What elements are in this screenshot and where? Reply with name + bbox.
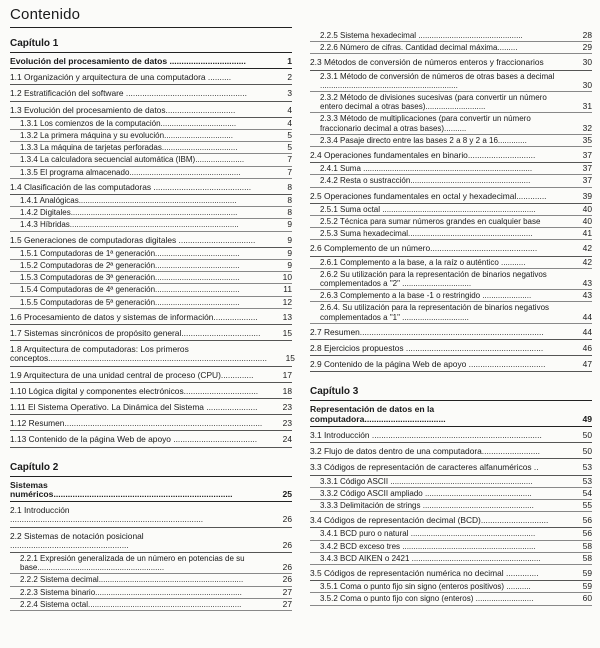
entry-page-number: 40 [582,203,592,214]
entry-page-number: 27 [282,586,292,597]
entry-page-number: 11 [283,284,292,295]
chapter-title-entry [10,53,292,69]
toc-subsection-entry [310,269,592,290]
entry-page-number: 56 [582,528,592,539]
entry-page-number: 9 [287,234,292,245]
entry-title: 1.8 Arquitectura de computadoras: Los primeros conceptos.............................................................................................. [10,344,267,364]
entry-title: 1.10 Lógica digital y componentes electrónicos................................ [10,385,259,396]
entry-page-number: 59 [582,567,592,578]
entry-title: 2.4.1 Suma ............................................................................ [320,164,533,174]
toc-section-entry [310,443,592,459]
chapter-heading: Capítulo 1 [10,30,292,53]
entry-page-number: 7 [287,166,292,177]
toc-subsection-entry [310,175,592,187]
entry-title: 2.6 Complemento de un número.............................................. [310,243,538,254]
entry-page-number: 15 [285,353,295,364]
entry-title: 2.2 Sistemas de notación posicional ................................................... [10,530,144,550]
entry-page-number: 43 [582,290,592,301]
entry-title: 2.4 Operaciones fundamentales en binario............................. [310,150,536,161]
toc-subsection-entry [310,528,592,540]
entry-page-number: 30 [582,57,592,68]
entry-page-number: 58 [582,552,592,563]
entry-title: 2.6.4. Su utilización para la representación de binarios negativos complementados a "1" .............................. [320,303,550,322]
toc-subsection-entry [310,593,592,605]
chapter-title-entry [10,477,292,502]
entry-page-number: 35 [582,134,592,145]
entry-title: 3.5 Códigos de representación numérica no decimal .............. [310,567,539,578]
entry-page-number: 23 [282,418,292,429]
entry-title: 3.4 Códigos de representación decimal (BCD)............................. [310,515,549,526]
entry-page-number: 1 [287,56,292,66]
entry-page-number: 26 [282,574,292,585]
entry-page-number: 18 [282,385,292,396]
entry-page-number: 42 [582,243,592,254]
entry-title: 1.9 Arquitectura de una unidad central de proceso (CPU).............. [10,369,254,380]
toc-subsection-entry [10,142,292,154]
entry-page-number: 8 [287,207,292,218]
entry-title: 1.1 Organización y arquitectura de una computadora .......... [10,72,232,83]
entry-title: 3.3.3 Delimitación de strings .................................................. [320,500,534,510]
toc-section-entry [310,512,592,528]
toc-section-entry [310,459,592,475]
toc-subsection-entry [310,541,592,553]
entry-title: 2.5.3 Suma hexadecimal........................................................ [320,229,533,239]
entry-page-number: 4 [287,117,292,128]
entry-title: 2.8 Ejercicios propuestos ........................................................... [310,343,544,354]
toc-subsection-entry [10,272,292,284]
toc-column-right [310,30,592,606]
entry-title: 2.1 Introducción ................................................................................... [10,505,204,525]
entry-title: 1.2 Estratificación del software .................................................... [10,88,247,99]
entry-page-number: 3 [287,88,292,99]
toc-section-entry [310,240,592,256]
toc-section-entry [10,179,292,195]
chapter-title-entry [310,401,592,426]
entry-title: 3.5.2 Coma o punto fijo con signo (enteros) .......................... [320,594,534,604]
entry-title: 2.6.3 Complemento a la base -1 o restringido ...................... [320,291,532,301]
entry-page-number: 26 [282,514,292,525]
entry-title: 1.12 Resumen..................................................................................... [10,418,263,429]
entry-title: Representación de datos en la computadora.................................. [310,404,446,424]
entry-title: 1.5.4 Computadoras de 4ª generación...................................... [20,285,240,295]
entry-title: 3.4.2 BCD exceso tres ............................................................ [320,541,536,551]
entry-page-number: 55 [582,499,592,510]
entry-title: 3.1 Introducción ......................................................................... [310,429,542,440]
entry-title: 2.9 Contenido de la página Web de apoyo ................................. [310,359,546,370]
entry-title: 2.6.1 Complemento a la base, a la raíz o auténtico ........... [320,257,526,267]
toc-subsection-entry [310,71,592,92]
toc-section-entry [10,341,295,366]
entry-title: 2.3.3 Método de multiplicaciones (para convertir un número fraccionario decimal a otras bases).......... [320,114,531,133]
toc-section-entry [10,309,292,325]
toc-subsection-entry [310,42,592,54]
entry-page-number: 46 [582,343,592,354]
entry-page-number: 13 [282,311,292,322]
entry-title: 2.6.2 Su utilización para la representación de binarios negativos complementados a "2" ............................... [320,269,547,289]
toc-section-entry [310,356,592,372]
entry-title: Evolución del procesamiento de datos ................................ [10,56,246,66]
entry-page-number: 8 [287,181,292,192]
entry-title: 1.3.5 El programa almacenado.................................................. [20,167,241,177]
toc-subsection-entry [310,476,592,488]
entry-page-number: 30 [582,79,592,90]
entry-title: 3.3.2 Código ASCII ampliado ................................................ [320,488,532,498]
toc-section-entry [10,85,292,101]
entry-title: 2.3.2 Método de divisiones sucesivas (para convertir un número entero decimal a otras bases)........................... [320,93,547,112]
entry-title: 2.3 Métodos de conversión de números enteros y fraccionarios [310,57,544,68]
toc-section-entry [310,147,592,163]
entry-title: 1.5.2 Computadoras de 2ª generación...................................... [20,261,240,271]
entry-page-number: 10 [282,272,292,283]
entry-page-number: 40 [582,216,592,227]
entry-page-number: 12 [282,296,292,307]
toc-subsection-entry [310,113,592,134]
toc-section-entry [10,415,292,431]
toc-section-entry [10,69,292,85]
entry-title: 1.11 El Sistema Operativo. La Dinámica del Sistema ...................... [10,402,258,413]
toc-subsection-entry [10,167,292,179]
entry-page-number: 9 [287,260,292,271]
toc-subsection-entry [10,130,292,142]
toc-subsection-entry [10,260,292,272]
entry-page-number: 53 [582,475,592,486]
entry-page-number: 54 [582,487,592,498]
entry-title: 2.2.1 Expresión generalizada de un número en potencias de su base......................................................... [20,553,245,573]
entry-page-number: 7 [287,154,292,165]
toc-section-entry [10,232,292,248]
chapter-heading: Capítulo 2 [10,448,292,477]
toc-subsection-entry [310,135,592,147]
entry-page-number: 9 [287,247,292,258]
entry-page-number: 37 [582,150,592,161]
entry-page-number: 60 [582,593,592,604]
entry-page-number: 17 [282,369,292,380]
entry-title: 1.3.1 Los comienzos de la computación.................................. [20,118,237,128]
toc-subsection-entry [10,599,292,611]
toc-subsection-entry [10,219,292,231]
toc-subsection-entry [310,290,592,302]
toc-section-entry [10,431,292,447]
entry-title: 2.2.2 Sistema decimal................................................................. [20,575,244,585]
entry-title: 1.5.5 Computadoras de 5ª generación...................................... [20,297,240,307]
entry-title: 1.3.4 La calculadora secuencial automática (IBM)...................... [20,155,245,165]
entry-page-number: 15 [282,328,292,339]
entry-title: 2.5.1 Suma octal ..................................................................... [320,204,536,214]
entry-title: 3.4.1 BCD puro o natural ........................................................ [320,529,536,539]
entry-page-number: 44 [582,326,592,337]
entry-page-number: 56 [582,515,592,526]
entry-title: 1.4.3 Híbridas............................................................................ [20,220,239,230]
entry-title: 1.7 Sistemas sincrónicos de propósito general.................................. [10,328,261,339]
toc-section-entry [310,324,592,340]
toc-subsection-entry [310,302,592,323]
entry-title: 1.4.1 Analógicas....................................................................... [20,196,237,206]
entry-title: 3.2 Flujo de datos dentro de una computadora......................... [310,446,540,457]
toc-section-entry [10,367,292,383]
toc-subsection-entry [310,500,592,512]
toc-subsection-entry [310,30,592,42]
toc-subsection-entry [310,257,592,269]
entry-title: 3.5.1 Coma o punto fijo sin signo (enteros positivos) ........... [320,582,531,592]
entry-page-number: 23 [282,402,292,413]
entry-title: 1.6 Procesamiento de datos y sistemas de información................... [10,311,258,322]
toc-subsection-entry [10,284,292,296]
entry-title: Sistemas numéricos........................................................................... [10,479,233,499]
toc-section-entry [310,340,592,356]
toc-section-entry [10,102,292,118]
page-title: Contenido [10,6,81,23]
toc-section-entry [310,427,592,443]
toc-column-left [10,30,295,611]
entry-title: 1.3 Evolución del procesamiento de datos.............................. [10,104,236,115]
entry-page-number: 44 [582,311,592,322]
toc-subsection-entry [10,195,292,207]
toc-section-entry [310,54,592,70]
entry-page-number: 5 [287,130,292,141]
entry-page-number: 28 [582,30,592,40]
toc-subsection-entry [10,154,292,166]
entry-title: 1.5.1 Computadoras de 1ª generación...................................... [20,248,240,258]
entry-title: 1.5.3 Computadoras de 3ª generación...................................... [20,273,240,283]
entry-title: 3.4.3 BCD AIKEN o 2421 .......................................................... [320,553,541,563]
entry-title: 1.3.3 La máquina de tarjetas perforadas.................................. [20,143,238,153]
entry-page-number: 26 [282,539,292,550]
toc-section-entry [10,528,292,553]
entry-title: 3.3.1 Código ASCII ................................................................ [320,476,533,486]
entry-page-number: 41 [582,228,592,239]
entry-title: 2.2.4 Sistema octal..................................................................... [20,599,242,609]
entry-page-number: 42 [582,256,592,267]
chapter-heading: Capítulo 3 [310,372,592,401]
entry-page-number: 9 [287,219,292,230]
entry-page-number: 4 [287,104,292,115]
entry-page-number: 43 [582,278,592,289]
entry-page-number: 49 [582,413,592,424]
entry-page-number: 37 [582,163,592,174]
toc-subsection-entry [310,488,592,500]
toc-subsection-entry [310,581,592,593]
entry-title: 2.3.4 Pasaje directo entre las bases 2 a 8 y 2 a 16............. [320,135,527,145]
toc-subsection-entry [310,92,592,113]
toc-subsection-entry [10,118,292,130]
entry-page-number: 47 [582,359,592,370]
toc-subsection-entry [10,587,292,599]
toc-subsection-entry [310,553,592,565]
entry-title: 2.2.5 Sistema hexadecimal ............................................... [320,31,523,40]
toc-section-entry [310,188,592,204]
toc-section-entry [310,565,592,581]
toc-section-entry [10,383,292,399]
entry-title: 2.5.2 Técnica para sumar números grandes en cualquier base [320,217,541,227]
entry-title: 2.5 Operaciones fundamentales en octal y hexadecimal............. [310,190,547,201]
entry-title: 1.4.2 Digitales........................................................................... [20,208,238,218]
entry-page-number: 26 [282,562,292,573]
toc-subsection-entry [10,574,292,586]
entry-page-number: 8 [287,195,292,206]
entry-page-number: 32 [582,122,592,133]
entry-page-number: 24 [282,434,292,445]
entry-page-number: 58 [582,540,592,551]
entry-page-number: 31 [582,101,592,112]
entry-page-number: 5 [287,142,292,153]
toc-subsection-entry [310,228,592,240]
entry-page-number: 53 [582,462,592,473]
toc-subsection-entry [310,216,592,228]
entry-page-number: 2 [287,72,292,83]
toc-section-entry [10,399,292,415]
entry-title: 2.7 Resumen............................................................................... [310,326,544,337]
entry-title: 1.4 Clasificación de las computadoras .......................................... [10,181,252,192]
entry-title: 1.5 Generaciones de computadoras digitales ................................. [10,234,256,245]
toc-section-entry [10,325,292,341]
entry-page-number: 39 [582,190,592,201]
entry-page-number: 50 [582,446,592,457]
toc-subsection-entry [10,553,292,574]
entry-page-number: 27 [282,598,292,609]
entry-page-number: 25 [282,488,292,499]
entry-title: 2.3.1 Método de conversión de números de otras bases a decimal .............................................................. [320,71,555,90]
toc-subsection-entry [310,204,592,216]
toc-subsection-entry [10,297,292,309]
entry-page-number: 59 [582,581,592,592]
entry-title: 1.13 Contenido de la página Web de apoyo .................................... [10,434,258,445]
title-rule [10,27,292,28]
entry-title: 2.4.2 Resta o sustracción...................................................... [320,176,531,186]
entry-page-number: 37 [582,175,592,186]
entry-title: 1.3.2 La primera máquina y su evolución............................... [20,131,233,141]
entry-title: 2.2.6 Número de cifras. Cantidad decimal máxima......... [320,43,518,53]
toc-subsection-entry [10,248,292,260]
entry-title: 2.2.3 Sistema binario.................................................................. [20,587,242,597]
entry-page-number: 50 [582,429,592,440]
entry-page-number: 29 [582,42,592,53]
toc-subsection-entry [310,163,592,175]
toc-subsection-entry [10,207,292,219]
entry-title: 3.3 Códigos de representación de caracteres alfanuméricos .. [310,462,539,473]
toc-section-entry [10,502,292,527]
